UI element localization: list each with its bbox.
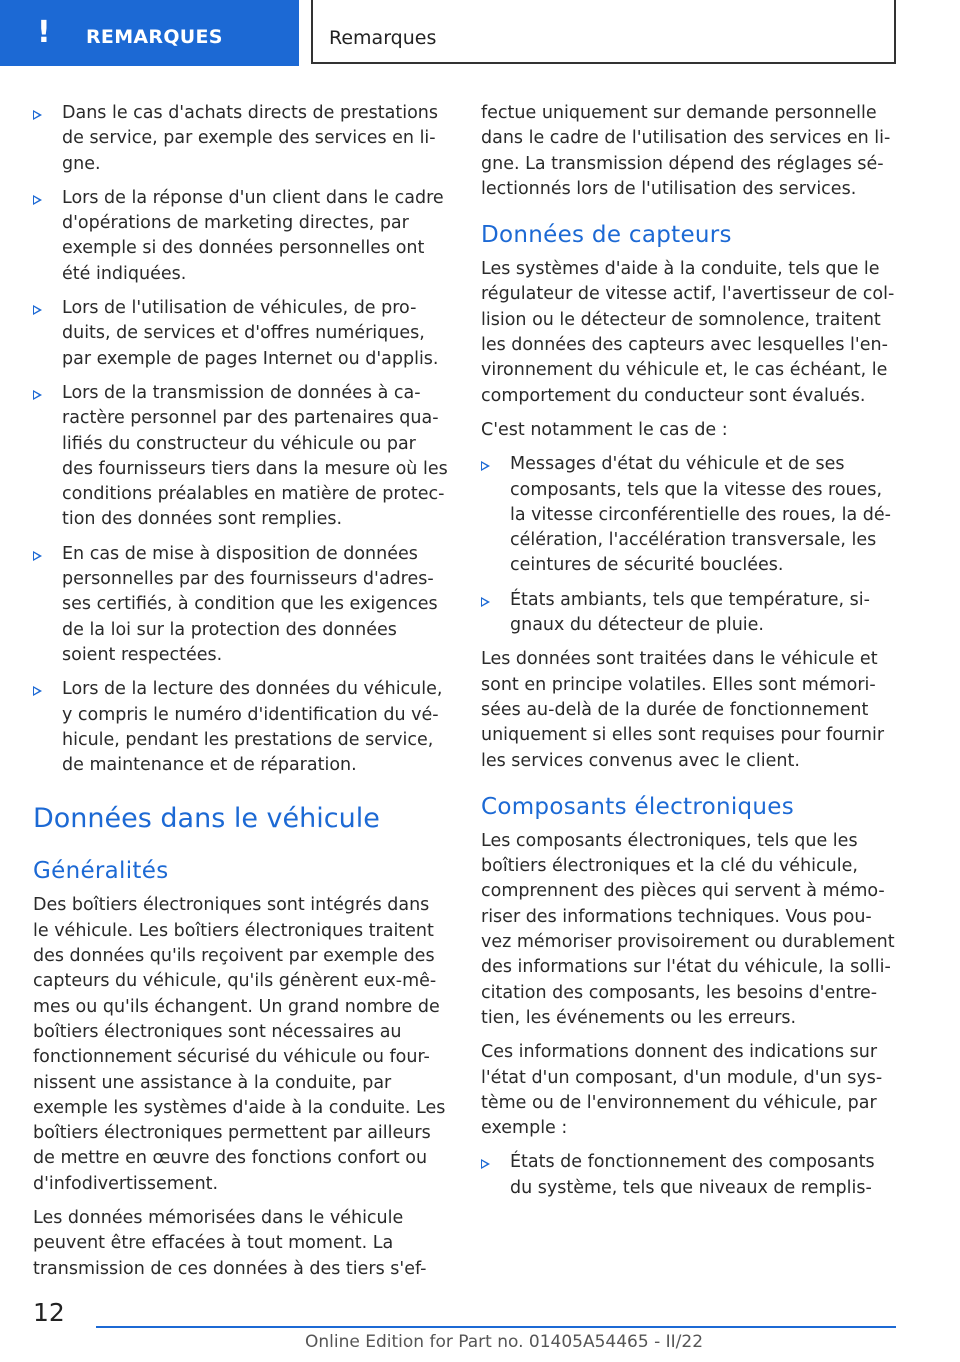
paragraph: Les données mémorisées dans le véhicule peuvent être effacées à tout moment. La transmission de ces données à des tiers s'ef-: [33, 1207, 427, 1279]
paragraph: Des boîtiers électroniques sont intégrés dans le véhicule. Les boîtiers électroniques traitent des données qu'ils reçoivent par exemple des capteurs du véhicule, qu'ils génèrent eux-mê-mes ou qu'ils échangent. Un grand nombre de boîtiers électroniques sont nécessaires au fonctionnement sécurisé du véhicule ou four-nissent une assistance à la conduite, par exemple les systèmes d'aide à la conduite. Les boîtiers électroniques permettent par ailleurs de mettre en œuvre des fonctions confort ou d'infodivertissement.: [33, 895, 446, 1194]
heading-sensor-data: Données de capteurs: [481, 222, 732, 249]
list-item-text: Lors de la réponse d'un client dans le cadre d'opérations de marketing directes, par exemple si des données personnelles ont été indiquées.: [62, 187, 444, 284]
left-column: [33, 101, 449, 1291]
list-item-text: États ambiants, tels que température, si-gnaux du détecteur de pluie.: [510, 589, 870, 636]
heading-vehicle-data: Données dans le véhicule: [33, 803, 380, 835]
paragraph: Les données sont traitées dans le véhicule et sont en principe volatiles. Elles sont mémori-sées au-delà de la durée de fonctionnement uniquement si elles sont requises pour fournir les services convenus avec le client.: [481, 649, 885, 771]
triangle-bullet-icon: [481, 597, 490, 607]
section-header: [311, 0, 896, 64]
triangle-bullet-icon: [33, 305, 42, 315]
paragraph: fectue uniquement sur demande personnelle dans le cadre de l'utilisation des services en li-gne. La transmission dépend des réglages sé-lectionnés lors de l'utilisation des services.: [481, 103, 891, 199]
footer-divider: [96, 1326, 896, 1328]
right-column: [481, 101, 897, 1210]
list-item: [481, 1150, 897, 1201]
heading-electronic-components: Composants électroniques: [481, 793, 795, 820]
list-item-text: Lors de l'utilisation de véhicules, de pro-duits, de services et d'offres numériques, par exemple de pages Internet ou d'applis.: [62, 298, 439, 369]
triangle-bullet-icon: [481, 1159, 490, 1169]
page-number: 12: [33, 1298, 65, 1327]
list-item-text: Lors de la lecture des données du véhicule, y compris le numéro d'identification du vé-hicule, pendant les prestations de service, de maintenance et de réparation.: [62, 679, 443, 776]
section-tab-label: REMARQUES: [86, 26, 223, 48]
triangle-bullet-icon: [481, 461, 490, 471]
list-item: [33, 542, 449, 668]
list-item: [33, 296, 449, 372]
list-item: [33, 101, 449, 177]
paragraph: Ces informations donnent des indications sur l'état d'un composant, d'un module, d'un sys-tème ou de l'environnement du véhicule, par exemple :: [481, 1042, 883, 1139]
list-item-text: Messages d'état du véhicule et de ses composants, tels que la vitesse des roues, la vitesse circonférentielle des roues, la dé-célération, l'accélération transversale, les ceintures de sécurité bouclées.: [510, 454, 891, 576]
list-item: [33, 677, 449, 778]
triangle-bullet-icon: [33, 390, 42, 400]
edition-label: Online Edition for Part no. 01405A54465 - II/22: [305, 1332, 704, 1352]
paragraph: C'est notamment le cas de :: [481, 419, 728, 440]
list-item-text: Lors de la transmission de données à ca-ractère personnel par des partenaires qua-lifiés du constructeur du véhicule ou par des fournisseurs tiers dans la mesure où les conditions préalables en matière de protec-tion des données sont remplies.: [62, 382, 448, 530]
section-tab: [0, 0, 299, 66]
list-item: [481, 452, 897, 578]
list-item-text: En cas de mise à disposition de données personnelles par des fournisseurs d'adres-ses certifiés, à condition que les exigences de la loi sur la protection des données soient respectées.: [62, 543, 438, 665]
list-item-text: Dans le cas d'achats directs de prestations de service, par exemple des services en li-gne.: [62, 103, 438, 174]
paragraph: Les composants électroniques, tels que les boîtiers électroniques et la clé du véhicule, comprennent des pièces qui servent à mémo-riser des informations techniques. Vous pou-vez mémoriser provisoirement ou durablement des informations sur l'état du véhicule, la solli-citation des composants, les besoins d'entre-tien, les événements ou les erreurs.: [481, 830, 895, 1028]
heading-general: Généralités: [33, 858, 169, 885]
list-item-text: États de fonctionnement des composants du système, tels que niveaux de remplis-: [510, 1152, 875, 1198]
triangle-bullet-icon: [33, 195, 42, 205]
exclamation-icon: !: [37, 15, 51, 50]
triangle-bullet-icon: [33, 551, 42, 561]
triangle-bullet-icon: [33, 110, 42, 120]
list-item: [33, 186, 449, 287]
list-item: [33, 381, 449, 533]
paragraph: Les systèmes d'aide à la conduite, tels que le régulateur de vitesse actif, l'avertisseur de col-lision ou le détecteur de somnolence, traitent les données des capteurs avec lesquelles l'en-vironnement du véhicule et, le cas échéant, le comportement du conducteur sont évalués.: [481, 259, 895, 406]
section-title: Remarques: [329, 27, 437, 49]
triangle-bullet-icon: [33, 686, 42, 696]
list-item: [481, 588, 897, 639]
